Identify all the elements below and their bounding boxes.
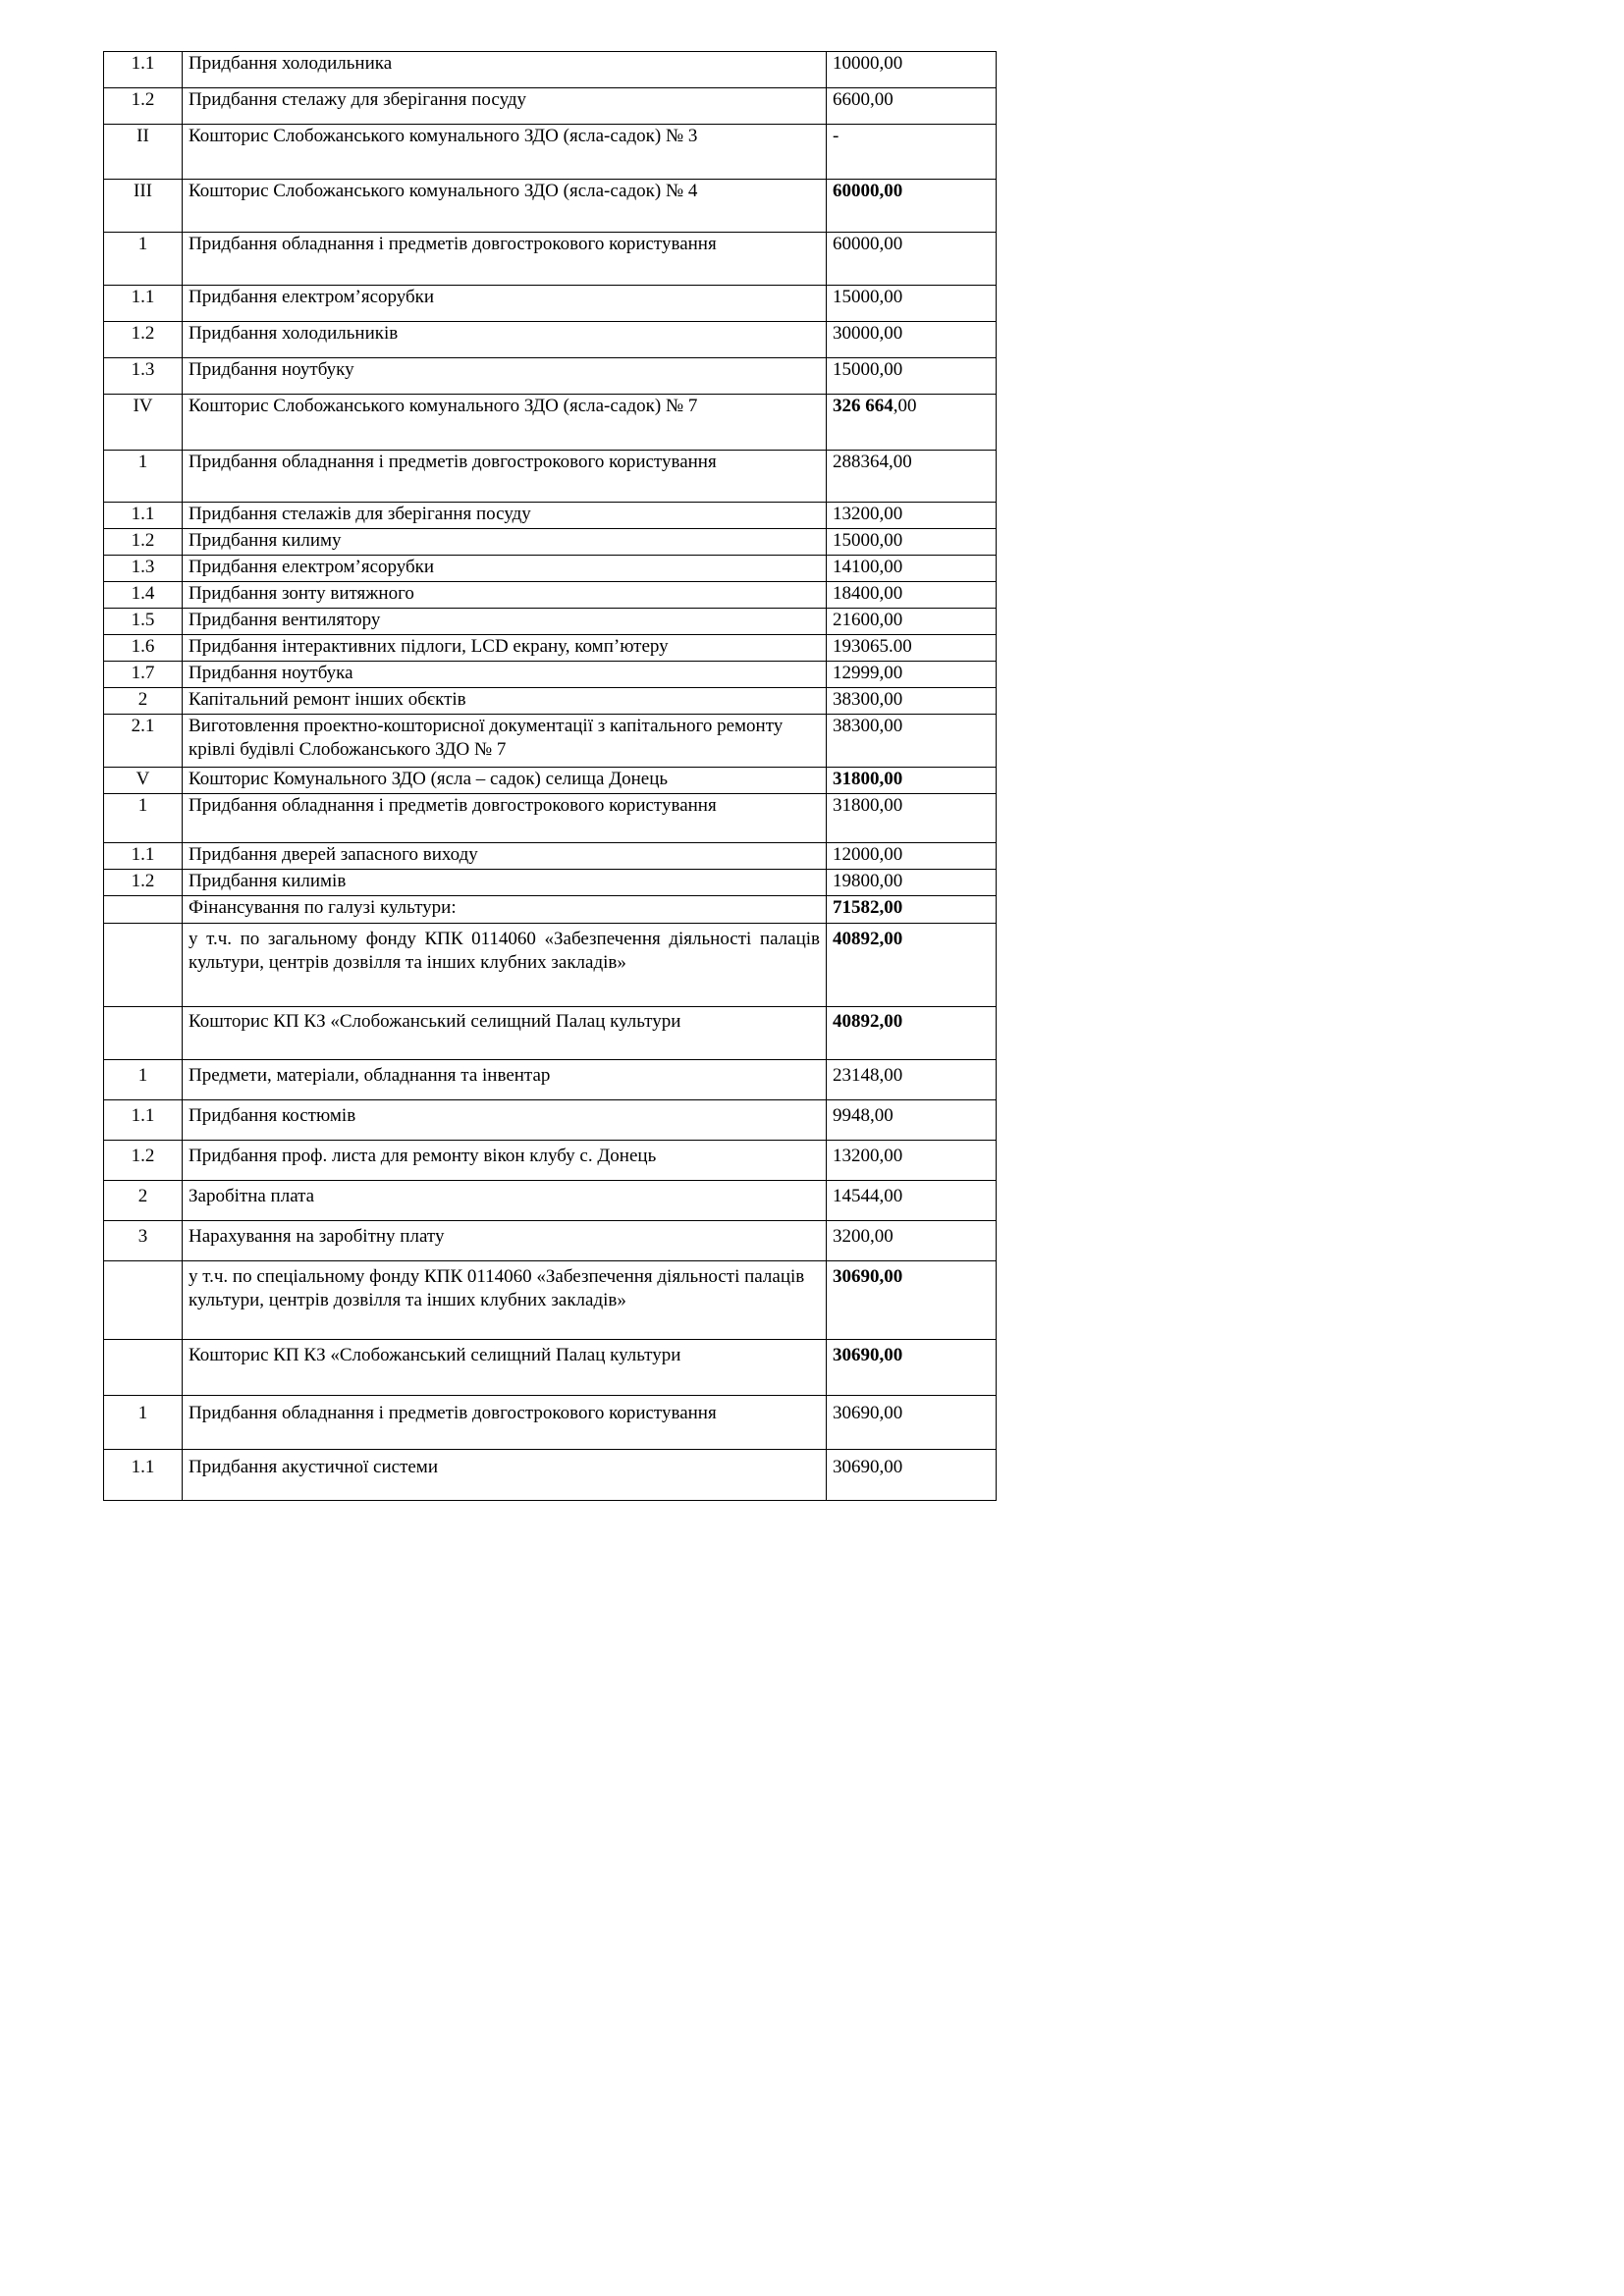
table-row	[104, 715, 997, 768]
row-amount: -	[827, 125, 997, 180]
table-row	[104, 233, 997, 286]
row-description: Кошторис Комунального ЗДО (ясла – садок) селища Донець	[183, 768, 827, 794]
row-amount: 15000,00	[827, 529, 997, 556]
row-amount: 31800,00	[827, 794, 997, 843]
row-amount: 13200,00	[827, 503, 997, 529]
row-number: 1.6	[104, 635, 183, 662]
row-description: Придбання вентилятору	[183, 609, 827, 635]
row-number: 3	[104, 1221, 183, 1261]
row-number	[104, 1340, 183, 1396]
row-number: 1.1	[104, 1450, 183, 1501]
table-row	[104, 180, 997, 233]
row-number: 1.1	[104, 1100, 183, 1141]
row-description: Кошторис КП КЗ «Слобожанський селищний Палац культури	[183, 1340, 827, 1396]
row-description: Фінансування по галузі культури:	[183, 896, 827, 924]
row-amount: 38300,00	[827, 715, 997, 768]
table-row	[104, 794, 997, 843]
row-amount: 60000,00	[827, 233, 997, 286]
table-row	[104, 843, 997, 870]
table-row	[104, 1221, 997, 1261]
row-description: Придбання зонту витяжного	[183, 582, 827, 609]
row-amount: 30000,00	[827, 322, 997, 358]
row-number: 1.2	[104, 88, 183, 125]
row-number: 1.2	[104, 870, 183, 896]
table-row	[104, 395, 997, 451]
amount-bold-part: 326 664	[833, 396, 893, 416]
row-amount	[827, 395, 997, 451]
table-row	[104, 1100, 997, 1141]
row-number: 1.4	[104, 582, 183, 609]
row-number: 1.1	[104, 503, 183, 529]
row-amount: 30690,00	[827, 1261, 997, 1340]
row-number: 1.1	[104, 52, 183, 88]
table-row	[104, 870, 997, 896]
row-description: Нарахування на заробітну плату	[183, 1221, 827, 1261]
table-row	[104, 1060, 997, 1100]
row-amount: 30690,00	[827, 1396, 997, 1450]
row-number: 1	[104, 1396, 183, 1450]
row-number: 1	[104, 451, 183, 503]
row-description: у т.ч. по спеціальному фонду КПК 0114060 «Забезпечення діяльності палаців культури, центрів дозвілля та інших клубних закладів»	[183, 1261, 827, 1340]
row-amount: 23148,00	[827, 1060, 997, 1100]
row-description: Придбання обладнання і предметів довгострокового користування	[183, 451, 827, 503]
table-row	[104, 768, 997, 794]
table-row	[104, 529, 997, 556]
amount-rest-part: ,00	[893, 396, 917, 416]
row-number: 2	[104, 1181, 183, 1221]
row-description: Кошторис КП КЗ «Слобожанський селищний Палац культури	[183, 1007, 827, 1060]
table-row	[104, 582, 997, 609]
row-amount: 12999,00	[827, 662, 997, 688]
row-description: Предмети, матеріали, обладнання та інвентар	[183, 1060, 827, 1100]
row-number: V	[104, 768, 183, 794]
row-amount: 6600,00	[827, 88, 997, 125]
row-number: II	[104, 125, 183, 180]
row-amount: 30690,00	[827, 1450, 997, 1501]
row-description: Придбання килиму	[183, 529, 827, 556]
row-description: Придбання акустичної системи	[183, 1450, 827, 1501]
table-row	[104, 1450, 997, 1501]
table-row	[104, 1141, 997, 1181]
row-number: 1.2	[104, 1141, 183, 1181]
row-amount: 18400,00	[827, 582, 997, 609]
table-row	[104, 451, 997, 503]
table-row	[104, 503, 997, 529]
table-row	[104, 609, 997, 635]
table-row	[104, 1007, 997, 1060]
table-row	[104, 88, 997, 125]
row-description: Придбання обладнання і предметів довгострокового користування	[183, 1396, 827, 1450]
row-amount: 31800,00	[827, 768, 997, 794]
table-row	[104, 322, 997, 358]
row-amount: 3200,00	[827, 1221, 997, 1261]
row-description: Придбання стелажу для зберігання посуду	[183, 88, 827, 125]
row-number: 1.3	[104, 358, 183, 395]
row-amount: 13200,00	[827, 1141, 997, 1181]
row-description: Кошторис Слобожанського комунального ЗДО (ясла-садок) № 4	[183, 180, 827, 233]
table-row	[104, 556, 997, 582]
row-description: Придбання електром’ясорубки	[183, 286, 827, 322]
row-amount: 60000,00	[827, 180, 997, 233]
row-number: 1.2	[104, 322, 183, 358]
row-amount: 15000,00	[827, 358, 997, 395]
row-description: Придбання килимів	[183, 870, 827, 896]
row-description: Придбання дверей запасного виходу	[183, 843, 827, 870]
row-number: 1.2	[104, 529, 183, 556]
row-description: Придбання холодильника	[183, 52, 827, 88]
row-number: IV	[104, 395, 183, 451]
row-number: 2.1	[104, 715, 183, 768]
row-description: Придбання холодильників	[183, 322, 827, 358]
row-amount: 38300,00	[827, 688, 997, 715]
row-number: 1.7	[104, 662, 183, 688]
table-row	[104, 1396, 997, 1450]
table-row	[104, 924, 997, 1007]
table-row	[104, 896, 997, 924]
table-row	[104, 662, 997, 688]
table-row	[104, 635, 997, 662]
row-number: 1	[104, 1060, 183, 1100]
row-amount: 15000,00	[827, 286, 997, 322]
row-amount: 14544,00	[827, 1181, 997, 1221]
row-amount: 9948,00	[827, 1100, 997, 1141]
row-number: III	[104, 180, 183, 233]
row-description: Заробітна плата	[183, 1181, 827, 1221]
document-page	[0, 0, 1083, 1531]
table-row	[104, 286, 997, 322]
row-description: Придбання ноутбуку	[183, 358, 827, 395]
table-row	[104, 52, 997, 88]
row-amount: 19800,00	[827, 870, 997, 896]
row-description: у т.ч. по загальному фонду КПК 0114060 «Забезпечення діяльності палаців культури, центрів дозвілля та інших клубних закладів»	[183, 924, 827, 1007]
row-description: Придбання стелажів для зберігання посуду	[183, 503, 827, 529]
row-description: Придбання проф. листа для ремонту вікон клубу с. Донець	[183, 1141, 827, 1181]
row-description: Придбання костюмів	[183, 1100, 827, 1141]
table-row	[104, 1261, 997, 1340]
row-description: Кошторис Слобожанського комунального ЗДО (ясла-садок) № 7	[183, 395, 827, 451]
row-amount: 30690,00	[827, 1340, 997, 1396]
budget-table	[103, 51, 997, 1501]
table-row	[104, 1181, 997, 1221]
row-description: Капітальний ремонт інших обєктів	[183, 688, 827, 715]
row-amount: 193065.00	[827, 635, 997, 662]
table-row	[104, 125, 997, 180]
row-description: Придбання обладнання і предметів довгострокового користування	[183, 794, 827, 843]
row-number	[104, 1007, 183, 1060]
row-number: 2	[104, 688, 183, 715]
row-number	[104, 896, 183, 924]
row-description: Придбання ноутбука	[183, 662, 827, 688]
row-amount: 14100,00	[827, 556, 997, 582]
row-description: Придбання обладнання і предметів довгострокового користування	[183, 233, 827, 286]
row-number	[104, 1261, 183, 1340]
row-number	[104, 924, 183, 1007]
row-amount: 12000,00	[827, 843, 997, 870]
table-row	[104, 1340, 997, 1396]
table-row	[104, 688, 997, 715]
row-amount: 40892,00	[827, 1007, 997, 1060]
row-number: 1.1	[104, 843, 183, 870]
row-amount: 40892,00	[827, 924, 997, 1007]
row-number: 1.1	[104, 286, 183, 322]
row-number: 1.5	[104, 609, 183, 635]
row-description: Придбання електром’ясорубки	[183, 556, 827, 582]
row-amount: 21600,00	[827, 609, 997, 635]
row-amount: 288364,00	[827, 451, 997, 503]
row-number: 1.3	[104, 556, 183, 582]
row-amount: 71582,00	[827, 896, 997, 924]
row-number: 1	[104, 233, 183, 286]
row-number: 1	[104, 794, 183, 843]
row-description: Виготовлення проектно-кошторисної документації з капітального ремонту крівлі будівлі Слобожанського ЗДО № 7	[183, 715, 827, 768]
row-amount: 10000,00	[827, 52, 997, 88]
row-description: Придбання інтерактивних підлоги, LCD екрану, комп’ютеру	[183, 635, 827, 662]
row-description: Кошторис Слобожанського комунального ЗДО (ясла-садок) № 3	[183, 125, 827, 180]
table-row	[104, 358, 997, 395]
